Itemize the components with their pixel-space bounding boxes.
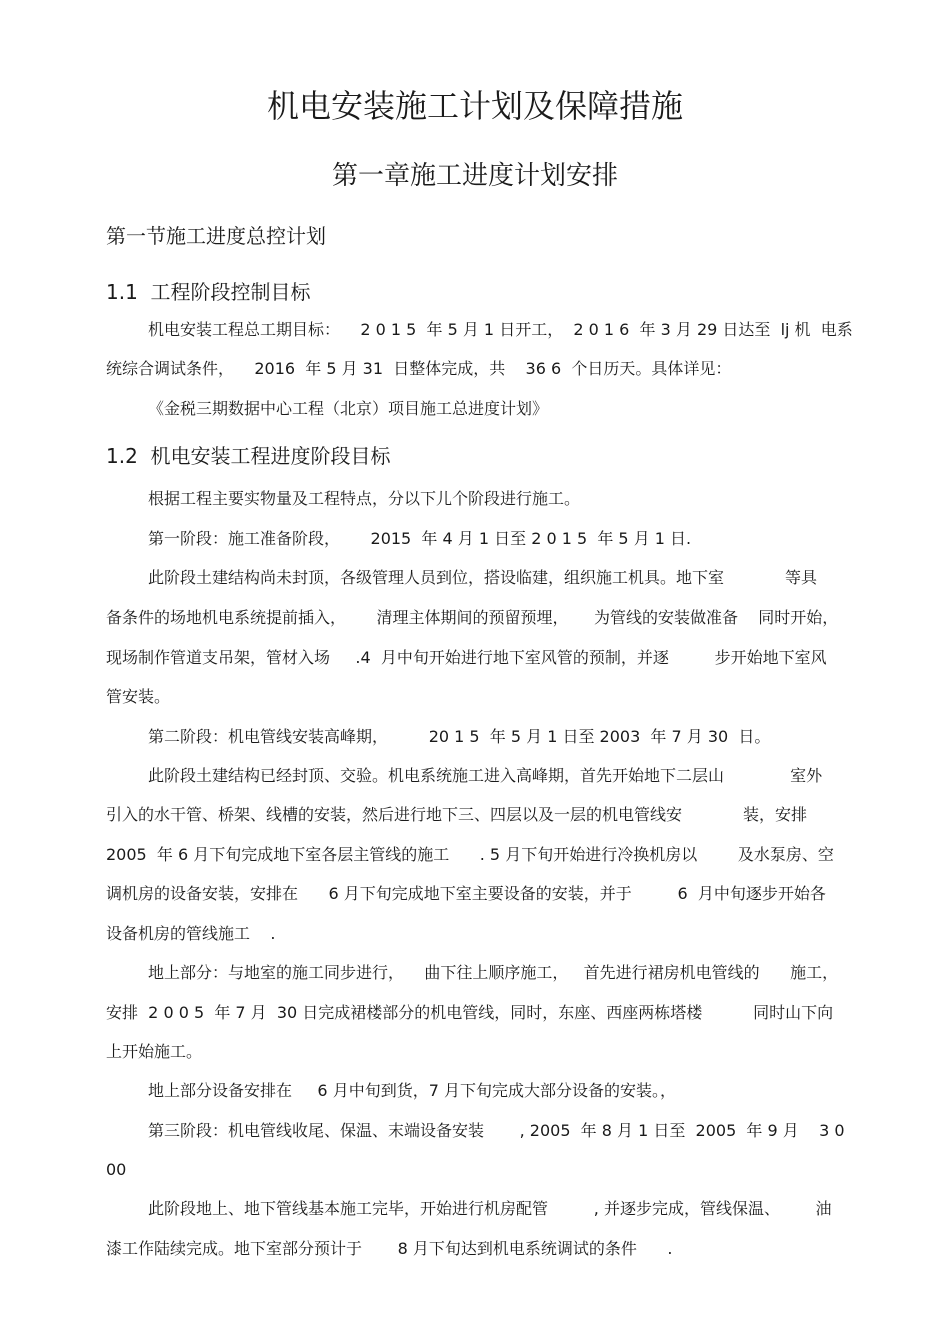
paragraph-line: 此阶段土建结构尚未封顶，各级管理人员到位，搭设临建，组织施工机具。地下室 等具 [148, 568, 818, 587]
paragraph-line: 安排 2 0 0 5 年 7 月 30 日完成裙楼部分的机电管线，同时，东座、西座两栋塔楼 同时山下向 [106, 1003, 834, 1022]
paragraph-line: 此阶段土建结构已经封顶、交验。机电系统施工进入高峰期，首先开始地下二层山 室外 [148, 766, 823, 785]
paragraph-line: 第二阶段：机电管线安装高峰期， 20 1 5 年 5 月 1 日至 2003 年 7 月 30 日。 [148, 727, 771, 746]
document-title: 机电安装施工计划及保障措施 [266, 87, 683, 125]
paragraph-line: 机电安装工程总工期目标： 2 0 1 5 年 5 月 1 日开工， 2 0 1 6 年 3 月 29 日达至 lj 机 电系 [148, 320, 853, 339]
paragraph-line: 第一阶段：施工准备阶段， 2015 年 4 月 1 日至 2 0 1 5 年 5 月 1 日. [148, 529, 692, 548]
section-heading: 第一节施工进度总控计划 [106, 224, 326, 248]
subsection-heading-1-2: 1.2 机电安装工程进度阶段目标 [106, 444, 391, 468]
paragraph-line: 地上部分设备安排在 6 月中旬到货，7 月下旬完成大部分设备的安装。， [148, 1081, 676, 1100]
paragraph-line: 管安装。 [106, 687, 171, 706]
paragraph-line: 《金税三期数据中心工程（北京）项目施工总进度计划》 [148, 399, 549, 418]
paragraph-line: 设备机房的管线施工 . [106, 924, 276, 943]
paragraph-line: 2005 年 6 月下旬完成地下室各层主管线的施工 . 5 月下旬开始进行冷换机房以 及水泵房、空 [106, 845, 834, 864]
paragraph-line: 00 [106, 1160, 127, 1179]
subsection-heading-1-1: 1.1 工程阶段控制目标 [106, 280, 311, 304]
chapter-heading: 第一章施工进度计划安排 [331, 161, 618, 191]
paragraph-line: 统综合调试条件， 2016 年 5 月 31 日整体完成，共 36 6 个日历天。具体详见： [106, 359, 732, 378]
paragraph-line: 引入的水干管、桥架、线槽的安装，然后进行地下三、四层以及一层的机电管线安 装，安排 [106, 805, 808, 824]
paragraph-line: 根据工程主要实物量及工程特点，分以下儿个阶段进行施工。 [148, 489, 581, 508]
paragraph-line: 漆工作陆续完成。地下室部分预计于 8 月下旬达到机电系统调试的条件 . [106, 1239, 673, 1258]
paragraph-line: 第三阶段：机电管线收尾、保温、末端设备安装 , 2005 年 8 月 1 日至 2005 年 9 月 3 0 [148, 1121, 845, 1140]
paragraph-line: 地上部分：与地室的施工同步进行， 曲下往上顺序施工， 首先进行裙房机电管线的 施工， [148, 963, 839, 982]
paragraph-line: 上开始施工。 [106, 1042, 203, 1061]
paragraph-line: 此阶段地上、地下管线基本施工完毕，开始进行机房配管 , 并逐步完成，管线保温、 油 [148, 1199, 832, 1218]
paragraph-line: 现场制作管道支吊架，管材入场 .4 月中旬开始进行地下室风管的预制，并逐 步开始地下室风 [106, 648, 827, 667]
paragraph-line: 调机房的设备安装，安排在 6 月下旬完成地下室主要设备的安装，并于 6 月中旬逐步开始各 [106, 884, 826, 903]
paragraph-line: 备条件的场地机电系统提前插入， 清理主体期间的预留预埋， 为管线的安装做准备 同时开始， [106, 608, 839, 627]
